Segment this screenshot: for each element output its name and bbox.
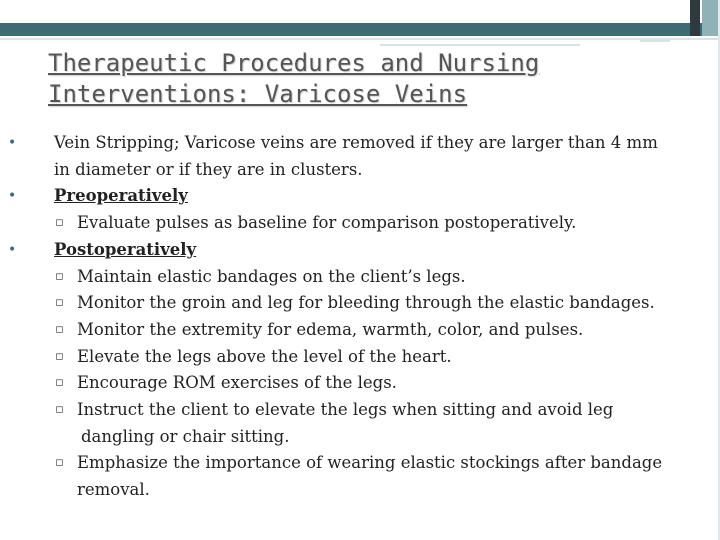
postop-heading: Postoperatively xyxy=(54,239,197,259)
postop-item-text-continued: dangling or chair sitting. xyxy=(81,426,290,446)
header-right-divider xyxy=(640,40,670,42)
slide-title-line-2: Interventions: Varicose Veins xyxy=(48,80,468,108)
header-divider-line xyxy=(0,38,720,40)
postop-item-text-continued: removal. xyxy=(77,480,150,500)
preop-item xyxy=(8,210,698,237)
postop-item-text: Encourage ROM exercises of the legs. xyxy=(77,373,397,393)
level2-bullet-marker: ▫ xyxy=(55,295,64,311)
postop-item-text: Monitor the extremity for edema, warmth, color, and pulses. xyxy=(77,319,584,339)
header-dark-block xyxy=(690,0,700,36)
level2-bullet-marker: ▫ xyxy=(55,402,64,418)
preop-heading: Preoperatively xyxy=(54,186,188,206)
bullet-vein-stripping xyxy=(8,130,698,183)
postop-item-text: Maintain elastic bandages on the client’s legs. xyxy=(77,266,466,286)
header-short-divider xyxy=(380,44,580,46)
postop-item-text: Elevate the legs above the level of the heart. xyxy=(77,346,452,366)
slide-title xyxy=(48,48,688,110)
postop-item xyxy=(8,290,698,317)
postop-item xyxy=(8,344,698,371)
level1-bullet-marker: • xyxy=(8,188,17,205)
postop-item xyxy=(8,317,698,344)
postop-item xyxy=(8,450,698,503)
level1-bullet-marker: • xyxy=(8,241,17,258)
preop-item-text: Evaluate pulses as baseline for comparison postoperatively. xyxy=(77,213,577,233)
level2-bullet-marker: ▫ xyxy=(55,455,64,471)
postop-item xyxy=(8,370,698,397)
level2-bullet-marker: ▫ xyxy=(55,268,64,284)
postop-item-text: Instruct the client to elevate the legs when sitting and avoid leg xyxy=(77,400,614,420)
bullet-preoperatively xyxy=(8,183,698,210)
postop-item-text: Monitor the groin and leg for bleeding through the elastic bandages. xyxy=(77,293,655,313)
bullet-text-line: in diameter or if they are in clusters. xyxy=(54,159,363,179)
slide-header-background xyxy=(0,0,720,24)
bullet-text-line: Vein Stripping; Varicose veins are removed if they are larger than 4 mm xyxy=(54,133,658,152)
level2-bullet-marker: ▫ xyxy=(55,321,64,337)
level2-bullet-marker: ▫ xyxy=(55,215,64,231)
slide-body xyxy=(8,130,698,504)
slide-title-line-1: Therapeutic Procedures and Nursing xyxy=(48,49,540,77)
level2-bullet-marker: ▫ xyxy=(55,348,64,364)
postop-item-text: Emphasize the importance of wearing elastic stockings after bandage xyxy=(77,453,663,473)
level2-bullet-marker: ▫ xyxy=(55,375,64,391)
header-accent-band xyxy=(0,23,720,36)
level1-bullet-marker: • xyxy=(8,135,17,151)
postop-item xyxy=(8,397,698,450)
bullet-postoperatively xyxy=(8,237,698,264)
postop-item xyxy=(8,264,698,291)
